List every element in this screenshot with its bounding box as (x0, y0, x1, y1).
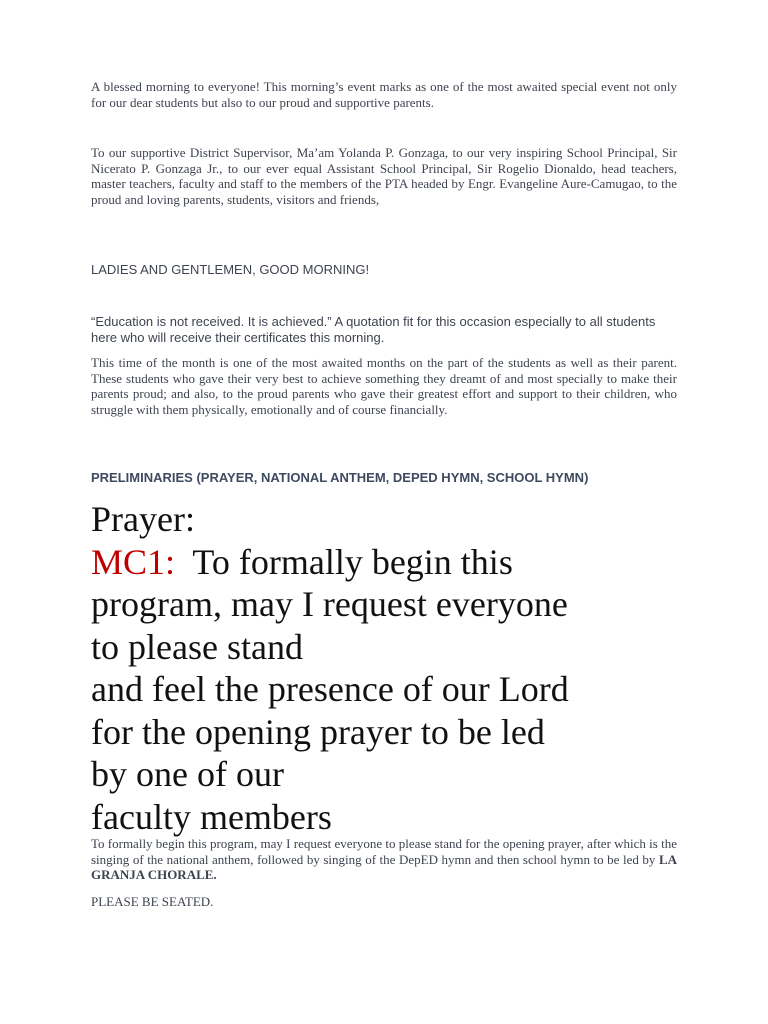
preliminaries-heading: PRELIMINARIES (PRAYER, NATIONAL ANTHEM, DEPED HYMN, SCHOOL HYMN) (91, 470, 589, 485)
chorale-name: LA GRANJA CHORALE. (91, 851, 677, 882)
prayer-line: program, may I request everyone (91, 584, 568, 624)
month-paragraph: This time of the month is one of the most awaited months on the part of the students as well as their parent. These students who gave their very best to achieve something they dreamt of and most specially to make their parents proud; and also, to the proud parents who gave their greatest effort and support to their children, who struggle with them physically, emotionally and of course financially. (91, 355, 677, 417)
prayer-line: for the opening prayer to be led (91, 711, 545, 752)
prayer-line: to please stand (91, 626, 303, 667)
mc1-line (91, 541, 691, 584)
please-be-seated: PLEASE BE SEATED. (91, 894, 214, 909)
ladies-gentlemen-greeting: LADIES AND GENTLEMEN, GOOD MORNING! (91, 262, 370, 277)
prayer-block (91, 498, 691, 838)
mc1-label: MC1: (91, 541, 176, 582)
prayer-title: Prayer: (91, 499, 195, 539)
quote-paragraph: “Education is not received. It is achieved.” A quotation fit for this occasion especially to all students here who will receive their certificates this morning. (91, 314, 656, 345)
prayer-line: by one of our (91, 754, 284, 794)
instruction-text: To formally begin this program, may I request everyone to please stand for the opening prayer, after which is the singing of the national anthem, followed by singing of the DepED hymn and then school hymn to be led by (91, 836, 677, 867)
instruction-paragraph (91, 836, 677, 883)
greeting-paragraph: A blessed morning to everyone! This morning’s event marks as one of the most awaited special event not only for our dear students but also to our proud and supportive parents. (91, 79, 677, 110)
mc1-text: To formally begin this (192, 541, 513, 582)
acknowledgement-paragraph: To our supportive District Supervisor, Ma’am Yolanda P. Gonzaga, to our very inspiring School Principal, Sir Nicerato P. Gonzaga Jr., to our ever equal Assistant School Principal, Sir Rogelio Dionaldo, head teachers, master teachers, faculty and staff to the members of the PTA headed by Engr. Evangeline Aure-Camugao, to the proud and loving parents, students, visitors and friends, (91, 145, 677, 207)
prayer-line: faculty members (91, 796, 332, 837)
prayer-line: and feel the presence of our Lord (91, 669, 569, 709)
